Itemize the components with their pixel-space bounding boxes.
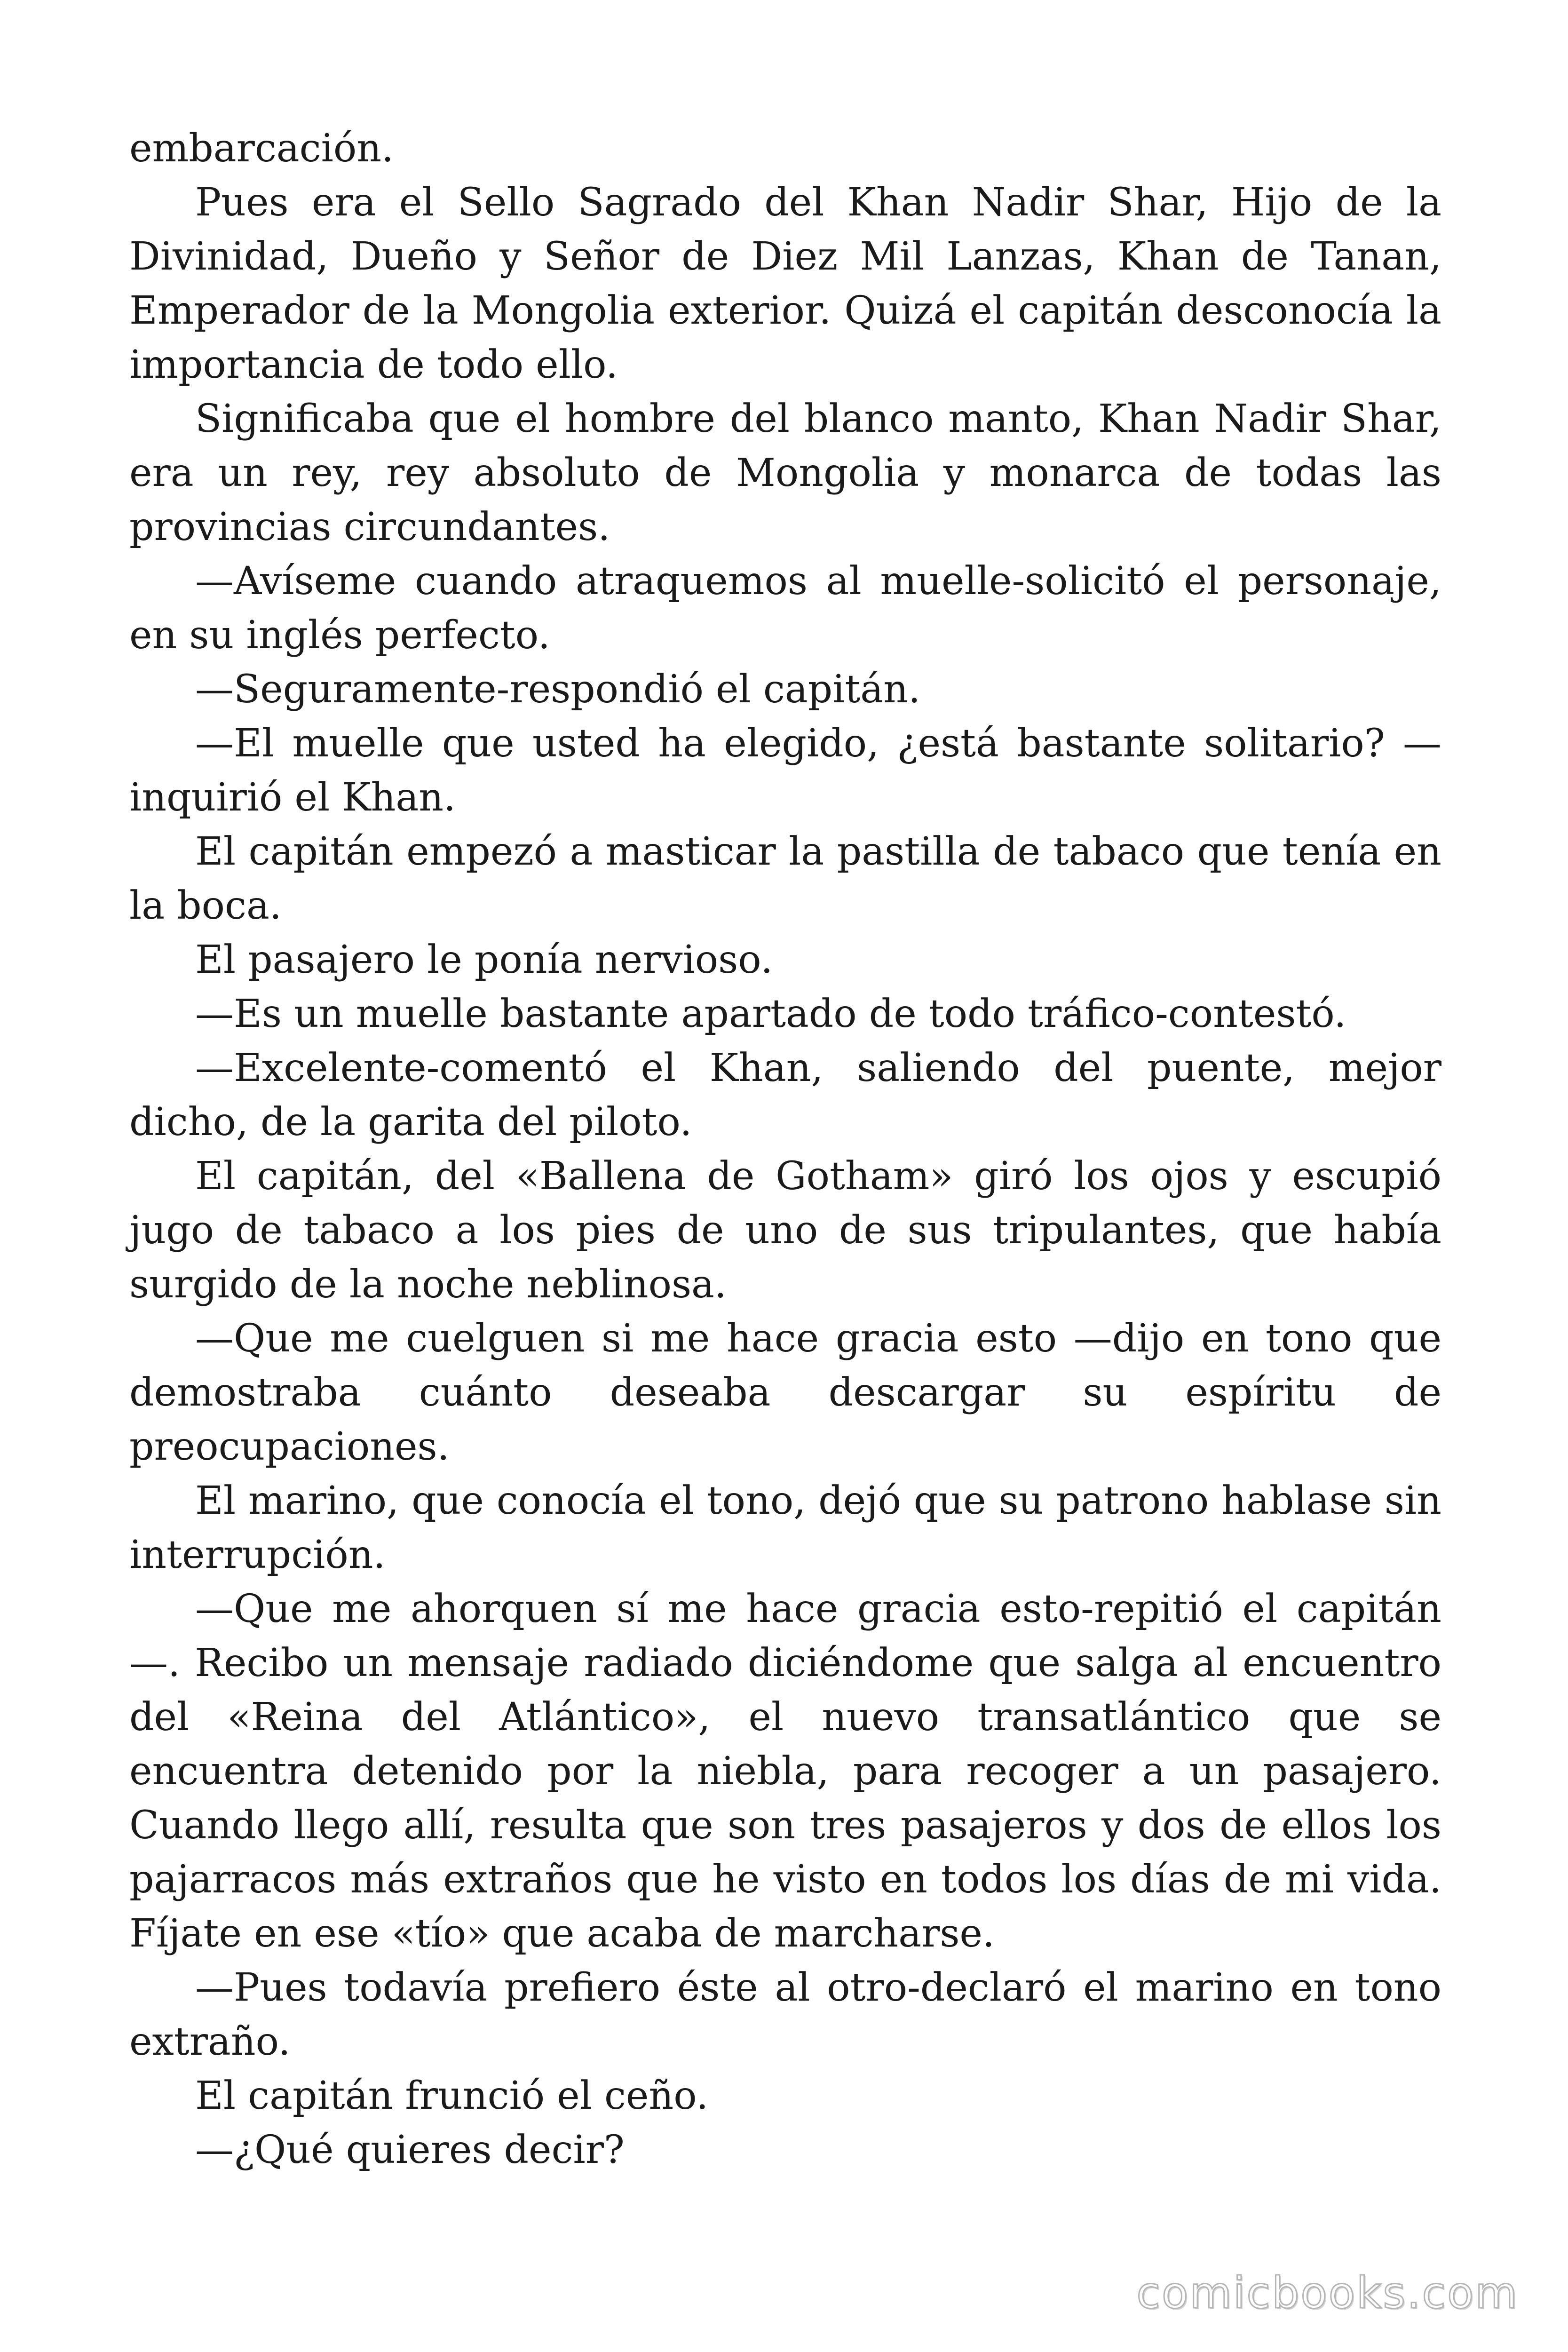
paragraph: —Es un muelle bastante apartado de todo tráfico-contestó. (195, 992, 1346, 1036)
paragraph: —Que me ahorquen sí me hace gracia esto-repitió el capitán —. Recibo un mensaje radiado diciéndome que salga al encuentro del «Reina del Atlántico», el nuevo transatlántico que se encuentra detenido por la niebla, para recoger a un pasajero. Cuando llego allí, resulta que son tres pasajeros y dos de ellos los pajarracos más extraños que he visto en todos los días de mi vida. Fíjate en ese «tío» que acaba de marcharse. (129, 1587, 1441, 1956)
paragraph: —Seguramente-respondió el capitán. (195, 667, 921, 712)
site-watermark: comicbooks.com (1136, 2268, 1519, 2318)
book-page-text (129, 121, 1441, 2177)
paragraph: El marino, que conocía el tono, dejó que su patrono hablase sin interrupción. (129, 1478, 1441, 1577)
paragraph: Pues era el Sello Sagrado del Khan Nadir Shar, Hijo de la Divinidad, Dueño y Señor de Diez Mil Lanzas, Khan de Tanan, Emperador de la Mongolia exterior. Quizá el capitán desconocía la importancia de todo ello. (129, 180, 1441, 387)
paragraph: —¿Qué quieres decir? (195, 2128, 625, 2172)
paragraph: El capitán empezó a masticar la pastilla de tabaco que tenía en la boca. (129, 829, 1441, 928)
paragraph: —Pues todavía prefiero éste al otro-declaró el marino en tono extraño. (129, 1965, 1441, 2064)
paragraph: —El muelle que usted ha elegido, ¿está bastante solitario? — inquirió el Khan. (129, 721, 1441, 820)
paragraph: —Avíseme cuando atraquemos al muelle-solicitó el personaje, en su inglés perfecto. (129, 559, 1441, 658)
paragraph: Significaba que el hombre del blanco manto, Khan Nadir Shar, era un rey, rey absoluto de Mongolia y monarca de todas las provincias circundantes. (129, 397, 1441, 549)
paragraph: —Que me cuelguen si me hace gracia esto —dijo en tono que demostraba cuánto deseaba descargar su espíritu de preocupaciones. (129, 1316, 1441, 1469)
paragraph: —Excelente-comentó el Khan, saliendo del puente, mejor dicho, de la garita del piloto. (129, 1046, 1441, 1144)
paragraph: El pasajero le ponía nervioso. (195, 938, 773, 982)
paragraph: El capitán frunció el ceño. (195, 2074, 709, 2118)
paragraph: El capitán, del «Ballena de Gotham» giró los ojos y escupió jugo de tabaco a los pies de uno de sus tripulantes, que había surgido de la noche neblinosa. (129, 1154, 1441, 1307)
paragraph: embarcación. (129, 126, 394, 171)
